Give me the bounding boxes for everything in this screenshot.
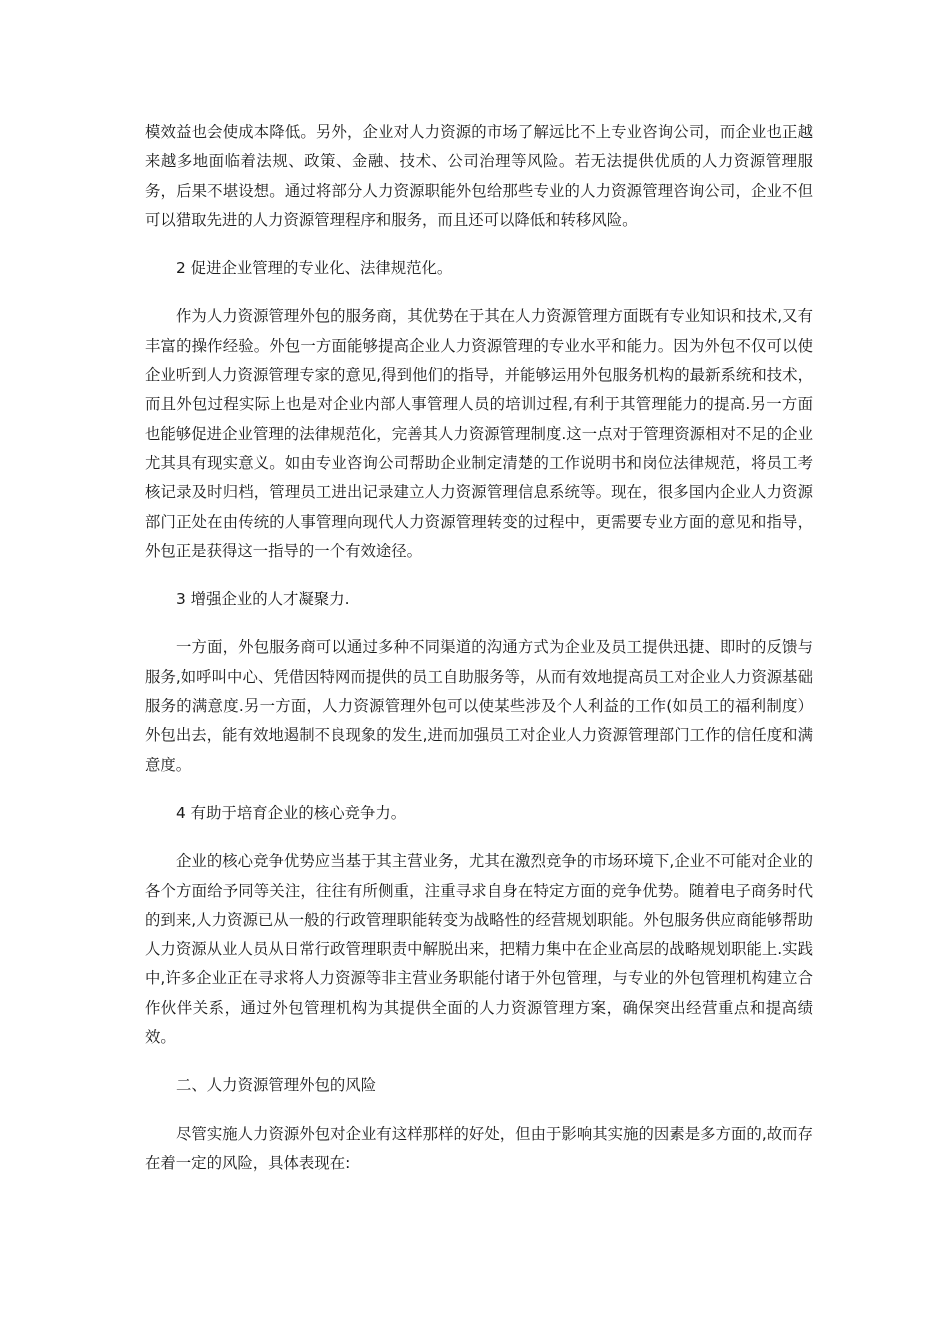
paragraph-gap — [145, 566, 813, 585]
paragraph-talent-cohesion: 一方面，外包服务商可以通过多种不同渠道的沟通方式为企业及员工提供迅捷、即时的反馈与服务,如呼叫中心、凭借因特网而提供的员工自助服务等，从而有效地提高员工对企业人力资源基础服务的满意度.另一方面，人力资源管理外包可以使某些涉及个人利益的工作(如员工的福利制度）外包出去，能有效地遏制不良现象的发生,进而加强员工对企业人力资源管理部门工作的信任度和满意度。 — [145, 638, 813, 774]
document-page — [145, 118, 813, 1178]
paragraph-gap — [145, 1052, 813, 1071]
paragraph-core-competence: 企业的核心竞争优势应当基于其主营业务，尤其在激烈竞争的市场环境下,企业不可能对企业的各个方面给予同等关注，往往有所侧重，注重寻求自身在特定方面的竞争优势。随着电子商务时代的到来,人力资源已从一般的行政管理职能转变为战略性的经营规划职能。外包服务供应商能够帮助人力资源从业人员从日常行政管理职责中解脱出来，把精力集中在企业高层的战略规划职能上.实践中,许多企业正在寻求将人力资源等非主营业务职能付诸于外包管理，与专业的外包管理机构建立合作伙伴关系，通过外包管理机构为其提供全面的人力资源管理方案，确保突出经营重点和提高绩效。 — [145, 852, 813, 1047]
paragraph-gap — [145, 1101, 813, 1120]
heading-point-4: 4 有助于培育企业的核心竞争力。 — [176, 803, 407, 822]
paragraph-gap — [145, 828, 813, 847]
heading-point-3: 3 增强企业的人才凝聚力. — [176, 590, 350, 609]
section-heading-outsourcing-risks: 二、人力资源管理外包的风险 — [176, 1076, 377, 1095]
paragraph-gap — [145, 283, 813, 302]
paragraph-cost-and-risk: 模效益也会使成本降低。另外，企业对人力资源的市场了解远比不上专业咨询公司，而企业也正越来越多地面临着法规、政策、金融、技术、公司治理等风险。若无法提供优质的人力资源管理服务，后果不堪设想。通过将部分人力资源职能外包给那些专业的人力资源管理咨询公司，企业不但可以猎取先进的人力资源管理程序和服务，而且还可以降低和转移风险。 — [145, 123, 813, 229]
paragraph-gap — [145, 780, 813, 799]
paragraph-professionalization: 作为人力资源管理外包的服务商，其优势在于其在人力资源管理方面既有专业知识和技术,又有丰富的操作经验。外包一方面能够提高企业人力资源管理的专业水平和能力。因为外包不仅可以使企业听到人力资源管理专家的意见,得到他们的指导，并能够运用外包服务机构的最新系统和技术，而且外包过程实际上也是对企业内部人事管理人员的培训过程,有利于其管理能力的提高.另一方面也能够促进企业管理的法律规范化，完善其人力资源管理制度.这一点对于管理资源相对不足的企业尤其具有现实意义。如由专业咨询公司帮助企业制定清楚的工作说明书和岗位法律规范，将员工考核记录及时归档，管理员工进出记录建立人力资源管理信息系统等。现在，很多国内企业人力资源部门正处在由传统的人事管理向现代人力资源管理转变的过程中，更需要专业方面的意见和指导，外包正是获得这一指导的一个有效途径。 — [145, 307, 813, 560]
paragraph-gap — [145, 235, 813, 254]
heading-point-2: 2 促进企业管理的专业化、法律规范化。 — [176, 259, 453, 278]
paragraph-risk-intro: 尽管实施人力资源外包对企业有这样那样的好处，但由于影响其实施的因素是多方面的,故而存在着一定的风险，具体表现在: — [145, 1124, 813, 1172]
paragraph-gap — [145, 614, 813, 633]
